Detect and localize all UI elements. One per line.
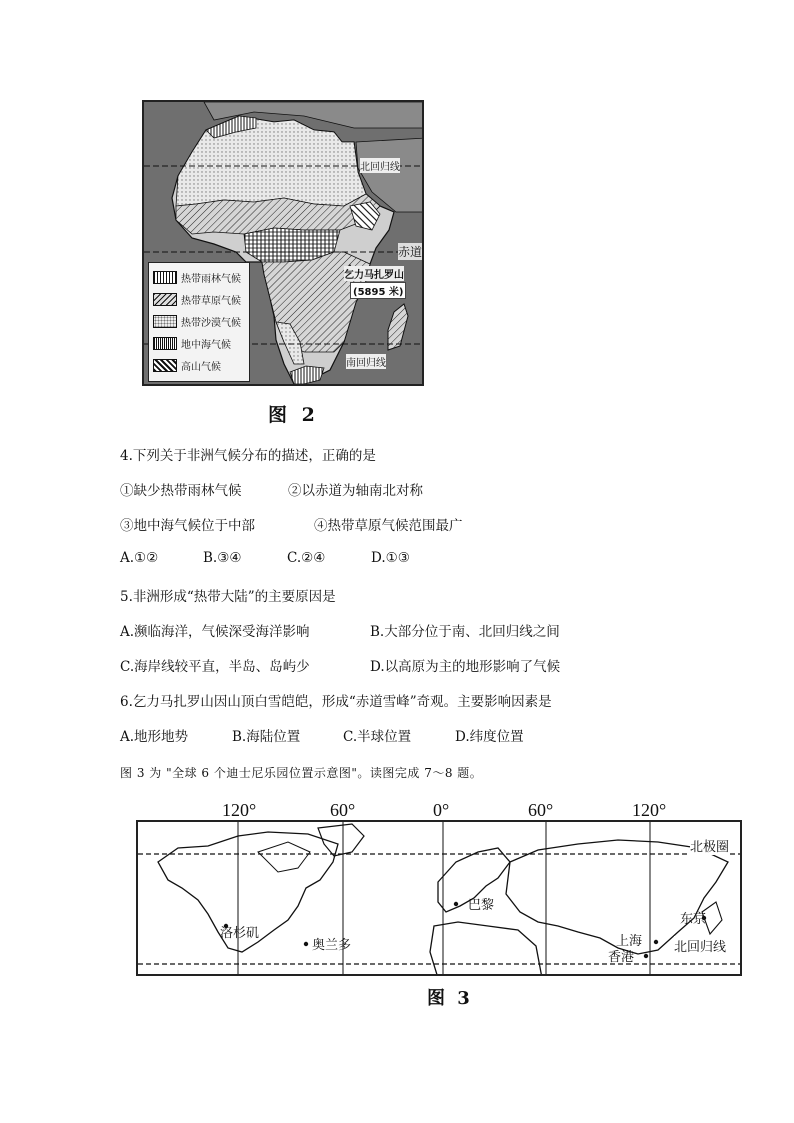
q6-stem: 6.乞力马扎罗山因山顶白雪皑皑，形成“赤道雪峰”奇观。主要影响因素是 xyxy=(120,694,552,710)
legend-label: 热带雨林气候 xyxy=(181,273,241,285)
kilimanjaro-label: 乞力马扎罗山 xyxy=(344,266,404,281)
legend-label: 地中海气候 xyxy=(181,339,231,351)
vertical-line-pattern-icon xyxy=(153,337,177,350)
city-label-paris: 巴黎 xyxy=(468,898,495,913)
world-map xyxy=(136,820,742,976)
legend-item-savanna xyxy=(153,288,245,310)
figure2-caption: 图 2 xyxy=(268,404,319,426)
legend-item-rainforest xyxy=(153,266,245,288)
legend-item-highland xyxy=(153,354,245,376)
legend-item-mediterranean xyxy=(153,332,245,354)
tropic-capricorn-label: 南回归线 xyxy=(346,354,386,369)
tropic-cancer-label: 北回归线 xyxy=(674,936,726,955)
q4-statement-1: ①缺少热带雨林气候 xyxy=(120,483,242,499)
diagonal-hatch-pattern-icon xyxy=(153,293,177,306)
city-label-orlando: 奥兰多 xyxy=(312,938,352,953)
q4-option-b: B.③④ xyxy=(203,550,242,566)
equator-label: 赤道 xyxy=(398,245,423,259)
q6-option-c: C.半球位置 xyxy=(343,729,412,745)
kilimanjaro-height-label: (5895 米) xyxy=(350,282,406,299)
longitude-label: 120° xyxy=(222,800,257,820)
legend-item-desert xyxy=(153,310,245,332)
longitude-label: 60° xyxy=(528,800,554,820)
climate-legend xyxy=(148,262,250,382)
figure3-intro: 图 3 为 "全球 6 个迪士尼乐园位置示意图"。读图完成 7～8 题。 xyxy=(120,766,483,780)
vertical-grid-pattern-icon xyxy=(153,271,177,284)
city-label-tokyo: 东京 xyxy=(680,912,707,927)
q6-option-a: A.地形地势 xyxy=(120,729,189,745)
figure3-caption: 图 3 xyxy=(427,988,473,1009)
tropic-cancer-label: 北回归线 xyxy=(360,158,400,173)
africa-climate-map xyxy=(142,100,424,386)
q6-option-b: B.海陆位置 xyxy=(232,729,301,745)
city-label-shanghai: 上海 xyxy=(616,934,643,949)
legend-label: 热带沙漠气候 xyxy=(181,317,241,329)
dot-pattern-icon xyxy=(153,315,177,328)
q4-statement-4: ④热带草原气候范围最广 xyxy=(314,518,463,534)
q5-stem: 5.非洲形成“热带大陆”的主要原因是 xyxy=(120,589,336,605)
q5-option-a: A.濒临海洋，气候深受海洋影响 xyxy=(120,624,310,640)
q4-option-a: A.①② xyxy=(120,550,159,566)
q4-statement-3: ③地中海气候位于中部 xyxy=(120,518,255,534)
q6-option-d: D.纬度位置 xyxy=(455,729,524,745)
longitude-label: 60° xyxy=(330,800,356,820)
legend-label: 热带草原气候 xyxy=(181,295,241,307)
legend-label: 高山气候 xyxy=(181,361,221,373)
q4-option-d: D.①③ xyxy=(371,550,410,566)
q5-option-b: B.大部分位于南、北回归线之间 xyxy=(370,624,560,640)
arctic-circle-label: 北极圈 xyxy=(690,836,729,855)
longitude-label: 120° xyxy=(632,800,667,820)
bold-diagonal-pattern-icon xyxy=(153,359,177,372)
city-label-hongkong: 香港 xyxy=(608,950,635,965)
q5-option-c: C.海岸线较平直，半岛、岛屿少 xyxy=(120,659,310,675)
city-label-la: 洛杉矶 xyxy=(220,926,260,941)
q4-statement-2: ②以赤道为轴南北对称 xyxy=(288,483,423,499)
q5-option-d: D.以高原为主的地形影响了气候 xyxy=(370,659,561,675)
q4-stem: 4.下列关于非洲气候分布的描述，正确的是 xyxy=(120,448,376,464)
q4-option-c: C.②④ xyxy=(287,550,326,566)
longitude-label: 0° xyxy=(433,800,450,820)
world-map-graphic xyxy=(138,822,742,976)
